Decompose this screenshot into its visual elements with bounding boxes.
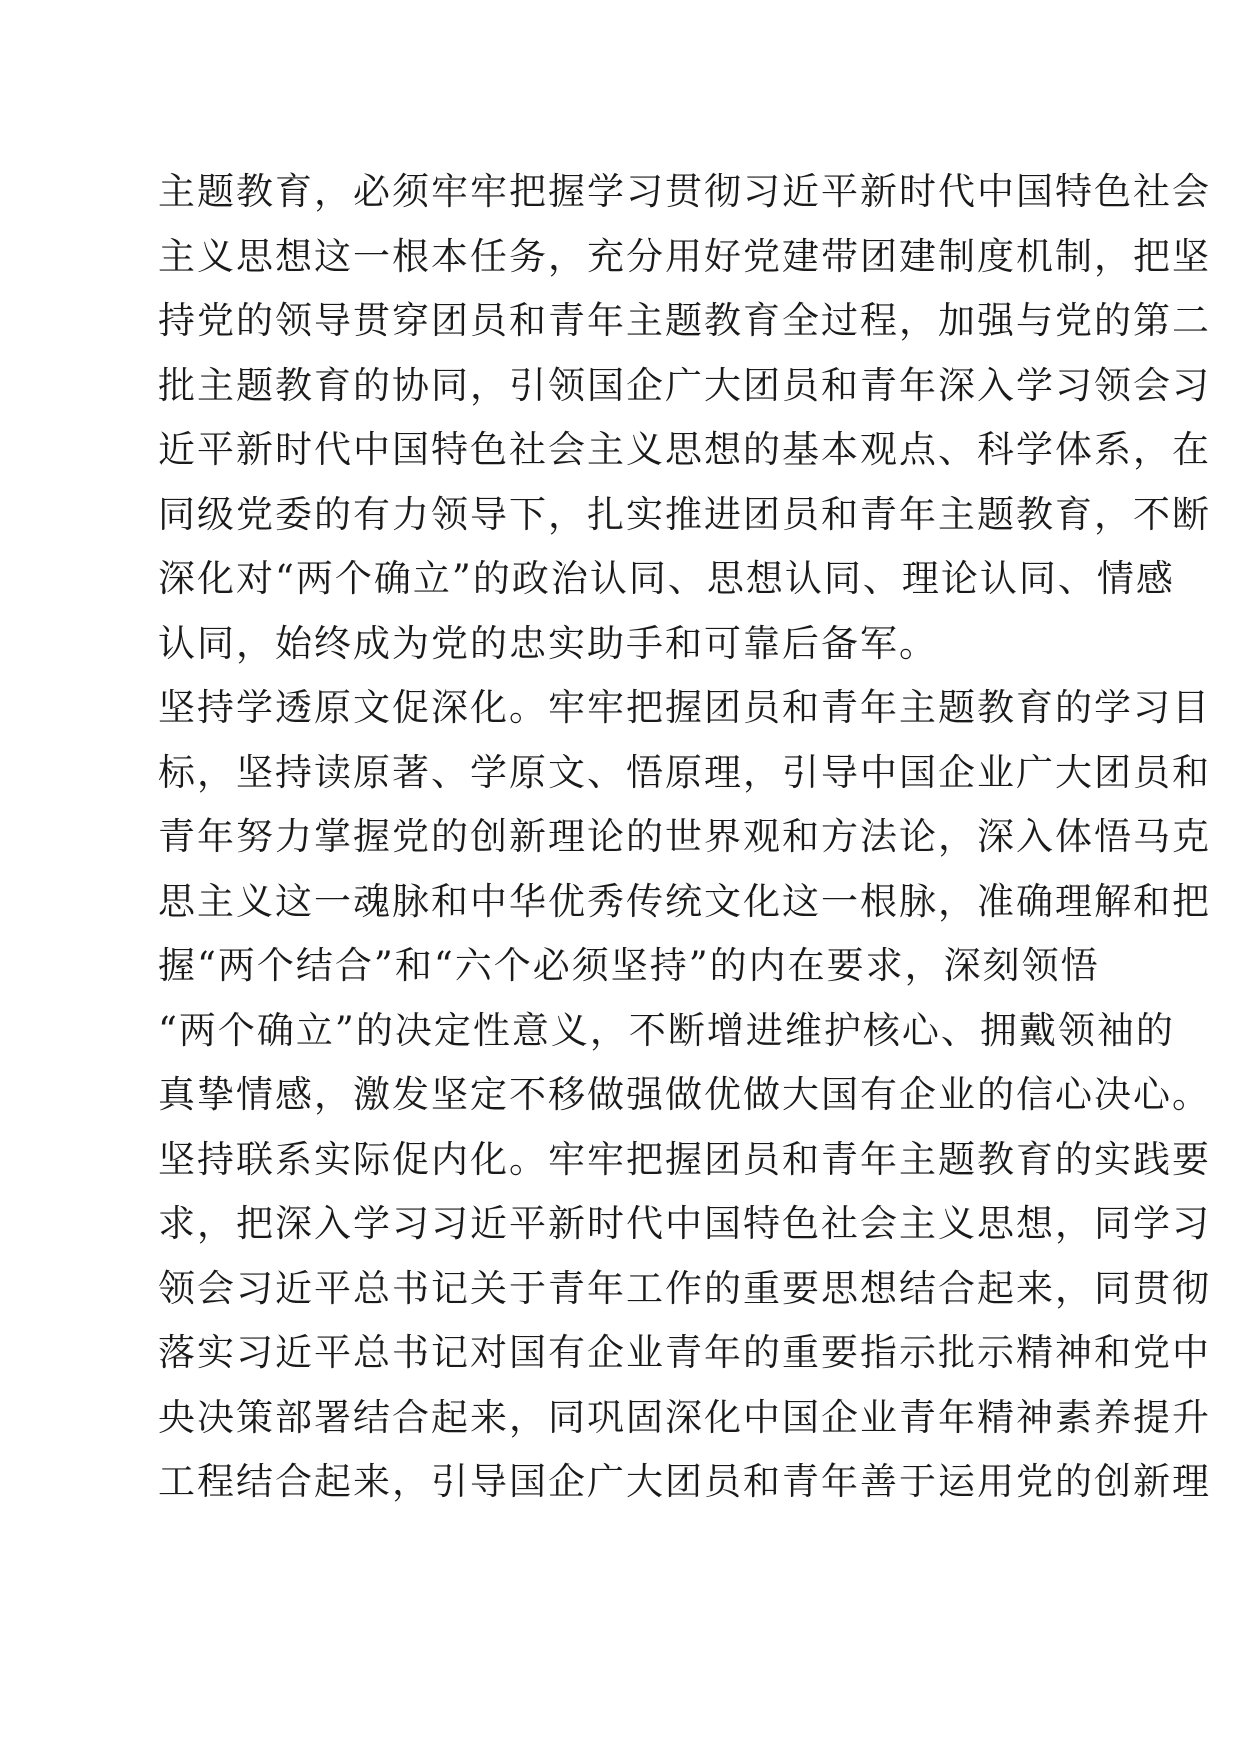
paragraph-3 [158,1128,1211,1515]
text-line: 工程结合起来，引导国企广大团员和青年善于运用党的创新理 [158,1460,1211,1503]
text-line: 深化对“两个确立”的政治认同、思想认同、理论认同、情感 [158,557,1175,600]
text-line: 坚持学透原文促深化。牢牢把握团员和青年主题教育的学习目 [158,686,1211,729]
text-line: 同级党委的有力领导下，扎实推进团员和青年主题教育，不断 [158,492,1211,536]
paragraph-2 [158,676,1211,1128]
text-line: 主义思想这一根本任务，充分用好党建带团建制度机制，把坚 [158,234,1211,278]
text-line: 认同，始终成为党的忠实助手和可靠后备军。 [158,621,938,665]
text-line: 坚持联系实际促内化。牢牢把握团员和青年主题教育的实践要 [158,1137,1211,1181]
text-line: 批主题教育的协同，引领国企广大团员和青年深入学习领会习 [158,363,1211,407]
text-line: 思主义这一魂脉和中华优秀传统文化这一根脉，准确理解和把 [158,879,1211,923]
text-line: 握“两个结合”和“六个必须坚持”的内在要求，深刻领悟 [158,944,1100,987]
text-line: 真挚情感，激发坚定不移做强做优做大国有企业的信心决心。 [158,1073,1211,1116]
paragraph-1 [158,160,1211,676]
text-line: 持党的领导贯穿团员和青年主题教育全过程，加强与党的第二 [158,299,1211,342]
text-line: 央决策部署结合起来，同巩固深化中国企业青年精神素养提升 [158,1395,1211,1439]
text-line: “两个确立”的决定性意义，不断增进维护核心、拥戴领袖的 [158,1008,1175,1052]
text-line: 领会习近平总书记关于青年工作的重要思想结合起来，同贯彻 [158,1266,1211,1310]
text-line: 近平新时代中国特色社会主义思想的基本观点、科学体系，在 [158,428,1211,471]
text-line: 标，坚持读原著、学原文、悟原理，引导中国企业广大团员和 [158,750,1211,794]
document-body [158,160,1211,1515]
text-line: 主题教育，必须牢牢把握学习贯彻习近平新时代中国特色社会 [158,170,1211,213]
text-line: 落实习近平总书记对国有企业青年的重要指示批示精神和党中 [158,1331,1211,1374]
text-line: 青年努力掌握党的创新理论的世界观和方法论，深入体悟马克 [158,815,1211,858]
text-line: 求，把深入学习习近平新时代中国特色社会主义思想，同学习 [158,1202,1211,1245]
